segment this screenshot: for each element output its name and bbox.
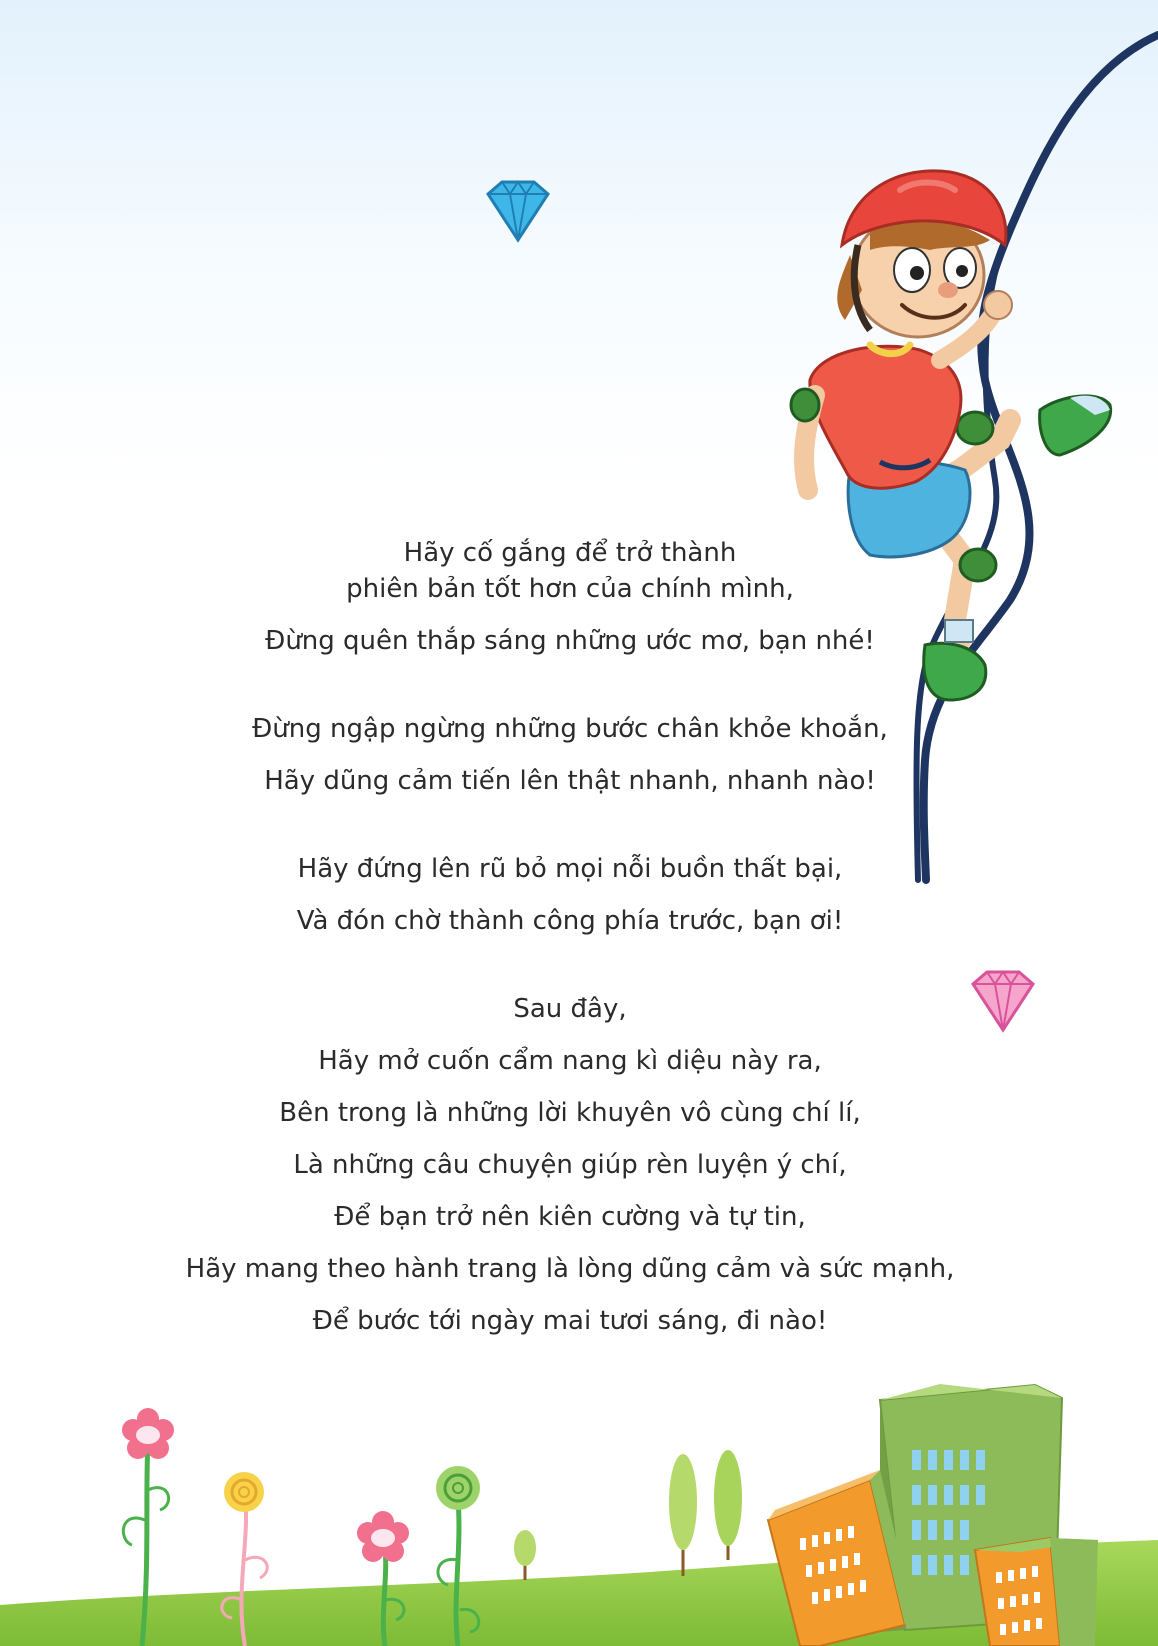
poem-line: Để bước tới ngày mai tươi sáng, đi nào!	[312, 1306, 828, 1336]
blue-diamond-icon	[488, 182, 548, 240]
poem-line: Để bạn trở nên kiên cường và tự tin,	[334, 1202, 806, 1232]
poem-text	[150, 535, 990, 1339]
flowers	[122, 1408, 480, 1646]
buildings	[768, 1384, 1098, 1646]
poem-line: Hãy mang theo hành trang là lòng dũng cảm và sức mạnh,	[185, 1254, 955, 1284]
poem-line: Hãy mở cuốn cẩm nang kì diệu này ra,	[318, 1046, 822, 1076]
poem-line: Hãy dũng cảm tiến lên thật nhanh, nhanh nào!	[264, 766, 876, 796]
poem-line: Sau đây,	[513, 994, 627, 1024]
poem-line: Và đón chờ thành công phía trước, bạn ơi!	[296, 906, 844, 936]
poem-line: Đừng ngập ngừng những bước chân khỏe khoắn,	[252, 714, 888, 744]
poem-line: Bên trong là những lời khuyên vô cùng chí lí,	[279, 1098, 861, 1128]
poem-line: Hãy đứng lên rũ bỏ mọi nỗi buồn thất bại,	[297, 854, 843, 884]
poem-line: Đừng quên thắp sáng những ước mơ, bạn nhé!	[265, 626, 875, 656]
trees	[514, 1450, 742, 1580]
poem-line: Hãy cố gắng để trở thành	[403, 538, 737, 568]
poem-line: phiên bản tốt hơn của chính mình,	[346, 574, 794, 604]
grass-ground	[0, 1540, 1158, 1646]
poem-line: Là những câu chuyện giúp rèn luyện ý chí,	[293, 1150, 847, 1180]
